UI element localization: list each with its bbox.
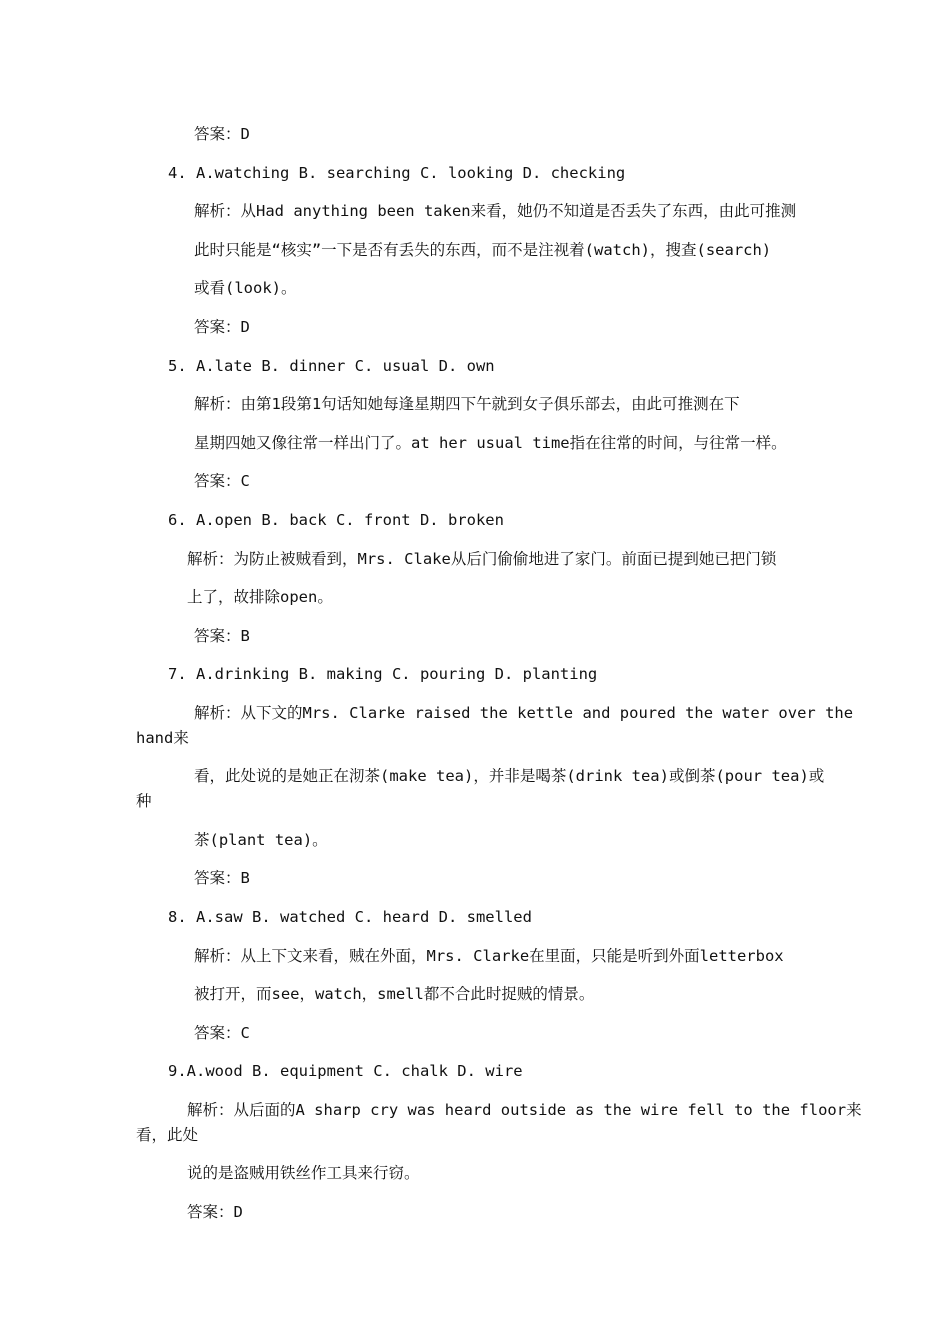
answer-line: 答案：D	[194, 318, 250, 336]
explanation-line: 解析：从Had anything been taken来看，她仍不知道是否丢失了东西，由此可推测	[194, 202, 797, 220]
explanation-line: 看，此处	[136, 1126, 199, 1144]
explanation-line: 茶(plant tea)。	[194, 831, 328, 849]
explanation-line: 被打开，而see，watch，smell都不合此时捉贼的情景。	[194, 985, 595, 1003]
explanation-line: 解析：从上下文来看，贼在外面，Mrs. Clarke在里面，只能是听到外面letterbox	[194, 947, 784, 965]
explanation-line: 解析：由第1段第1句话知她每逢星期四下午就到女子俱乐部去，由此可推测在下	[194, 395, 740, 413]
answer-line: 答案：B	[194, 627, 250, 645]
explanation-line: 解析：从下文的Mrs. Clarke raised the kettle and poured the water over the	[194, 704, 854, 722]
question-options-6: 6. A.open B. back C. front D. broken	[168, 511, 504, 529]
explanation-line: hand来	[136, 729, 189, 747]
answer-line: 答案：C	[194, 1024, 250, 1042]
explanation-line: 看，此处说的是她正在沏茶(make tea)，并非是喝茶(drink tea)或倒茶(pour tea)或	[194, 767, 825, 785]
question-options-7: 7. A.drinking B. making C. pouring D. planting	[168, 665, 598, 683]
explanation-line: 解析：从后面的A sharp cry was heard outside as the wire fell to the floor来	[187, 1101, 862, 1119]
answer-line: 答案：C	[194, 472, 250, 490]
answer-line: 答案：B	[194, 869, 250, 887]
explanation-line: 种	[136, 792, 152, 810]
answer-line: 答案：D	[187, 1203, 243, 1221]
explanation-line: 或看(look)。	[194, 279, 297, 297]
question-options-8: 8. A.saw B. watched C. heard D. smelled	[168, 908, 532, 926]
explanation-line: 此时只能是“核实”一下是否有丢失的东西，而不是注视着(watch)，搜查(search)	[194, 241, 772, 259]
question-options-5: 5. A.late B. dinner C. usual D. own	[168, 357, 495, 375]
explanation-line: 说的是盗贼用铁丝作工具来行窃。	[187, 1164, 420, 1182]
answer-line: 答案：D	[194, 125, 250, 143]
explanation-line: 解析：为防止被贼看到，Mrs. Clake从后门偷偷地进了家门。前面已提到她已把门锁	[187, 550, 777, 568]
explanation-line: 星期四她又像往常一样出门了。at her usual time指在往常的时间，与往常一样。	[194, 434, 787, 452]
explanation-line: 上了，故排除open。	[187, 588, 333, 606]
question-options-4: 4. A.watching B. searching C. looking D. checking	[168, 164, 626, 182]
question-options-9: 9.A.wood B. equipment C. chalk D. wire	[168, 1062, 523, 1080]
